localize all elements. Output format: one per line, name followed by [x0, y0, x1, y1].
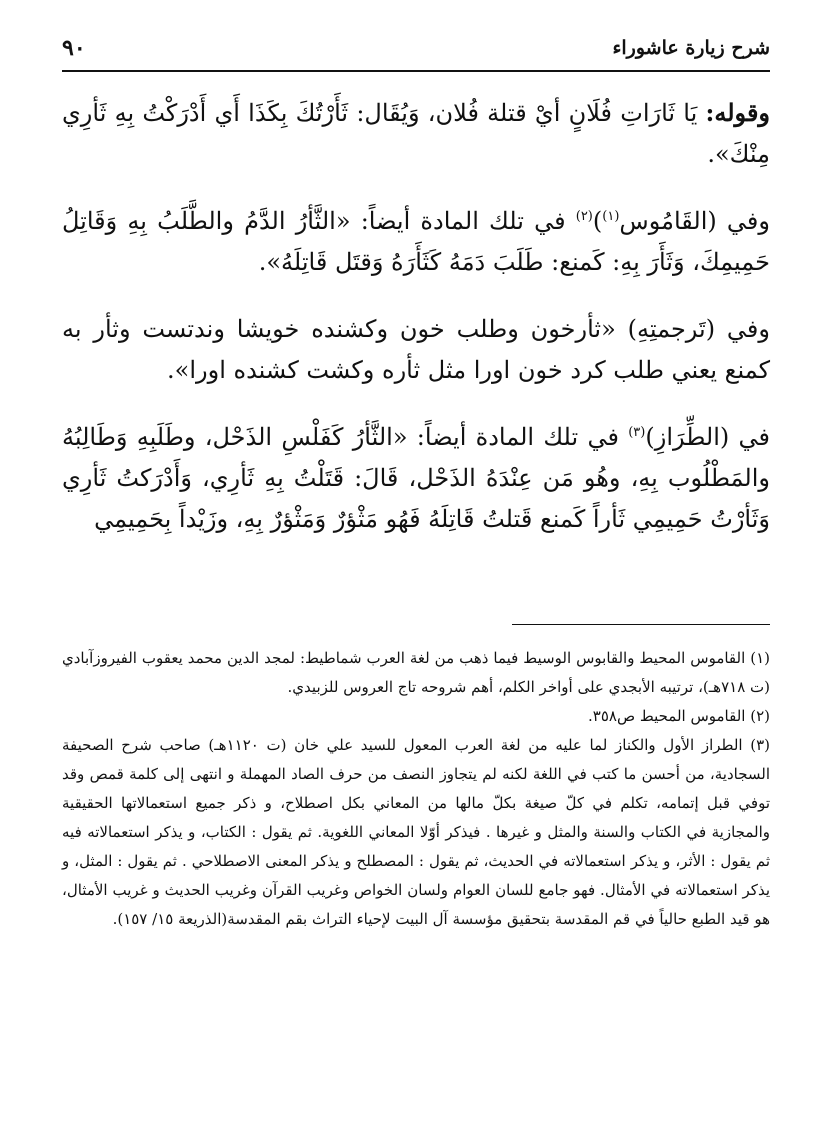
- footnotes: [62, 644, 770, 934]
- paragraph-text: في تلك المادة أيضاً: «الثَّأرُ الدَّمُ والطَّلَبُ بِهِ وَقَاتِلُ حَمِيمِكَ، وَثَأَرَ بِهِ: كَمنع: طَلَبَ دَمَهُ كَثَأَرَهُ وَقتَل قَاتِلَهُ».: [62, 207, 770, 276]
- footnote-separator: [512, 624, 770, 625]
- paragraph-text: وفي (القَامُوس: [619, 207, 770, 235]
- paragraph-1: [62, 92, 770, 175]
- running-title: شرح زيارة عاشوراء: [612, 37, 770, 59]
- paragraph-text: ): [592, 207, 603, 235]
- paragraph-text: يَا ثَارَاتِ فُلَانٍ أيْ قتلة فُلان، وَيُقَال: ثَأَرْتُكَ بِكَذَا أَي أَدْرَكْتُ بِهِ ثَأرِي مِنْكَ».: [62, 99, 770, 168]
- footnote-ref-3[interactable]: (٣): [628, 425, 646, 440]
- header-rule: [62, 70, 770, 72]
- paragraph-text: في (الطِّرَازِ): [645, 423, 771, 451]
- paragraph-text: وفي (تَرجمتِهِ) «ثأرخون وطلب خون وكشنده خويشا وندتست وثأر به كمنع يعني طلب كرد خون اورا مثل ثأره وكشت كشنده اورا».: [62, 315, 770, 384]
- paragraph-4: [62, 417, 770, 540]
- footnote-2: (٢) القاموس المحيط ص٣٥٨.: [587, 707, 770, 725]
- footnote-ref-2[interactable]: (٢): [575, 209, 593, 224]
- paragraph-text: في تلك المادة أيضاً: «الثَّأرُ كَفَلْسِ الذَحْل، وطَلَبِهِ وَطَالِبُهُ والمَطْلُوب بِهِ، وهُو مَن عِنْدَهُ الذَحْل، قَالَ: قَتَلْتُ بِهِ ثَأرِي، وَأَدْرَكتُ ثَأرِي وَثَأرْتُ حَمِيمِي ثَأراً كَمنع قَتلتُ قَاتِلَهُ فَهُو مَثْؤرٌ وَمَثْؤرٌ بِهِ، وزَيْداً بِحَمِيمِي: [62, 423, 770, 533]
- paragraph-2: [62, 201, 770, 283]
- paragraph-lead: وقوله:: [705, 98, 770, 127]
- page-number: ٩٠: [62, 35, 86, 61]
- footnote-ref-1[interactable]: (١): [602, 209, 620, 224]
- main-text: [62, 92, 770, 566]
- page-header: [62, 30, 770, 66]
- footnote-3: (٣) الطراز الأول والكناز لما عليه من لغة العرب المعول للسيد علي خان (ت ١١٢٠هـ) صاحب شرح الصحيفة السجادية، من أحسن ما كتب في اللغة لكنه لم يتجاوز النصف من حرف الصاد المهملة و انتهى إلى كلمة قمص وقد توفي قبل إتمامه، تكلم في كلّ صيغة بكلّ مالها من المعاني بكل اصطلاح، و ذكر جميع استعمالاتها الحقيقية والمجازية في الكتاب والسنة والمثل و غيرها . فيذكر أوّلا المعاني اللغوية. ثم يقول : الكتاب، و يذكر استعمالاته فيه ثم يقول : الأثر، و يذكر استعمالاته في الحديث، ثم يقول : المصطلح و يذكر المعنى الاصطلاحي . ثم يقول : المثل، و يذكر استعمالاته في الأمثال. فهو جامع للسان العوام ولسان الخواص وغريب القرآن وغريب الحديث و غريب الأمثال، هو قيد الطبع حالياً في قم المقدسة بتحقيق مؤسسة آل البيت لإحياء التراث بقم المقدسة(الذريعة ١٥/ ١٥٧).: [62, 736, 770, 928]
- footnote-1: (١) القاموس المحيط والقابوس الوسيط فيما ذهب من لغة العرب شماطيط: لمجد الدين محمد يعقوب الفيروزآبادي (ت ٧١٨هـ)، ترتيبه الأبجدي على أواخر الكلم، أهم شروحه تاج العروس للزبيدي.: [62, 649, 770, 696]
- paragraph-3: [62, 309, 770, 391]
